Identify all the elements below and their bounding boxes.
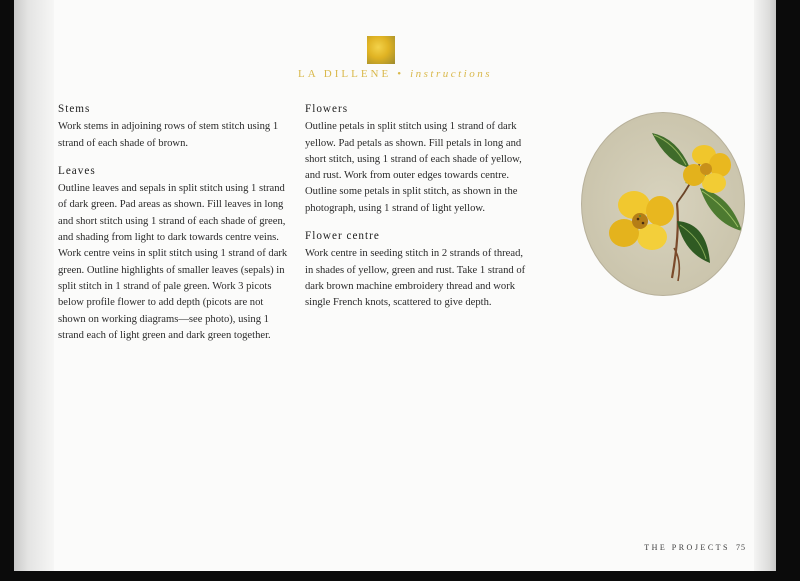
page-edge-shadow [754, 0, 776, 571]
section-heading: Flowers [305, 103, 349, 115]
section-body: Outline leaves and sepals in split stitch using 1 strand of dark green. Pad areas as shown. Fill leaves in long and short stitch using 1 strand of each shade of green, and shading from light to dark towards centre veins. Work centre veins in split stitch using 1 strand of dark green. Outline highlights of smaller leaves (sepals) in split stitch in 1 strand of pale green. Work 3 picots below profile flower to add depth (picots are not shown on working diagrams—see photo), using 1 strand each of light green and dark green together. [58, 183, 288, 341]
page-header [14, 68, 776, 80]
middle-column [305, 101, 531, 323]
section-body: Work stems in adjoining rows of stem stitch using 1 strand of each shade of brown. [58, 121, 279, 149]
section-stems [58, 101, 290, 152]
section-body: Outline petals in split stitch using 1 strand of dark yellow. Pad petals as shown. Fill petals in long and short stitch, using 1 strand of each shade of yellow, and rust. Work from outer edges towards centre. Outline some petals in split stitch, as shown in the photograph, using 1 strand of light yellow. [305, 121, 522, 214]
left-column [58, 101, 290, 355]
section-leaves [58, 163, 290, 344]
embroidery-photo [581, 112, 745, 296]
header-separator: • [397, 68, 405, 80]
header-title: LA DILLENE [297, 68, 392, 80]
section-heading: Flower centre [305, 230, 380, 243]
section-heading: Leaves [58, 164, 96, 177]
section-body: Work centre in seeding stitch in 2 strands of thread, in shades of yellow, green and rust. Take 1 strand of dark brown machine embroidery thread and work single French knots, scattered to give depth. [305, 248, 526, 309]
book-page [14, 0, 776, 571]
page-footer [644, 543, 746, 552]
section-flower-centre [305, 228, 531, 311]
footer-section: THE PROJECTS [644, 543, 730, 552]
header-subtitle: instructions [410, 68, 493, 80]
embroidery-flower-icon [582, 113, 744, 295]
flower-thumbnail-icon [367, 36, 395, 64]
section-flowers [305, 101, 531, 217]
section-heading: Stems [58, 103, 91, 115]
page-number: 75 [736, 543, 746, 552]
book-spine-shadow [14, 0, 54, 571]
